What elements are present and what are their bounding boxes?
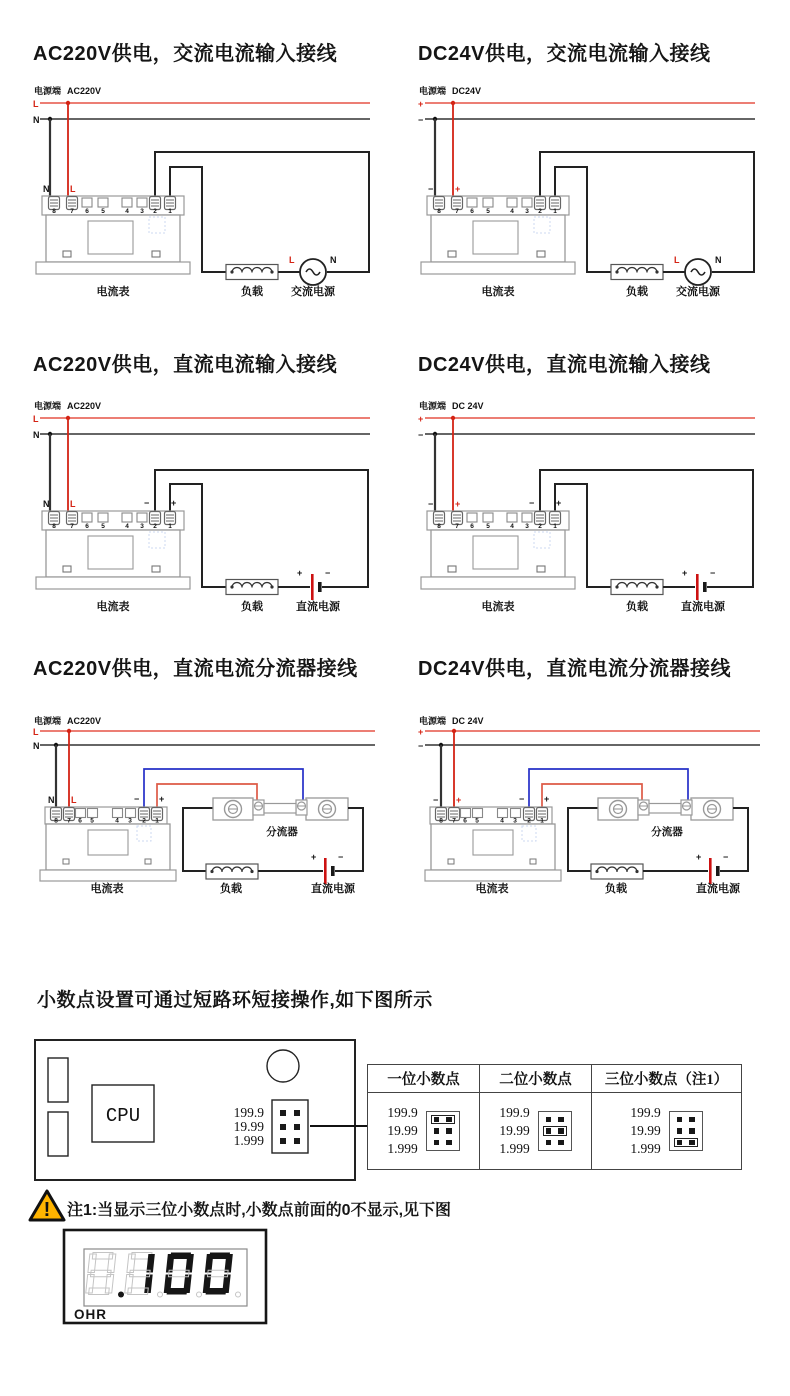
battery-icon bbox=[324, 858, 335, 884]
load-coil-icon bbox=[611, 580, 663, 595]
jumper-pin bbox=[546, 1128, 552, 1134]
diagram-dc24v-shunt bbox=[415, 715, 780, 905]
terminal-numbers: 8 7 6 5 4 3 2 1 bbox=[439, 817, 544, 825]
jumper-pin bbox=[558, 1128, 564, 1134]
jumper-pin bbox=[294, 1124, 300, 1130]
ac-source-live-label: L bbox=[289, 255, 295, 265]
line-plus-label: + bbox=[418, 414, 424, 424]
terminal8-label: − bbox=[428, 184, 434, 194]
terminal1-label: + bbox=[159, 794, 165, 804]
shunt-caption: 分流器 bbox=[266, 826, 298, 838]
seven-segment-display bbox=[60, 1227, 278, 1329]
shunt-sense-screw-icon bbox=[255, 802, 263, 810]
load-coil-icon bbox=[206, 864, 258, 879]
terminal7-label: L bbox=[71, 795, 77, 805]
power-terminal-label: 电源端 bbox=[419, 86, 447, 96]
signal-wire-outer bbox=[540, 470, 753, 587]
diagram-dc24v-dc-current bbox=[415, 398, 780, 626]
source-caption: 交流电源 bbox=[676, 286, 720, 298]
battery-minus-label: − bbox=[325, 568, 331, 578]
diagram-title-2: DC24V供电，交流电流输入接线 bbox=[418, 43, 711, 65]
range-value: 199.9 bbox=[387, 1105, 418, 1120]
column-header: 二位小数点 bbox=[480, 1065, 592, 1093]
jumper-pin bbox=[546, 1117, 552, 1123]
jumper-row-shorted bbox=[674, 1138, 698, 1148]
jumper-row bbox=[543, 1138, 567, 1148]
jumper-pin bbox=[280, 1124, 286, 1130]
line-live-label: L bbox=[33, 727, 39, 737]
load-caption: 负载 bbox=[605, 883, 627, 895]
terminal8-label: N bbox=[48, 795, 55, 805]
source-caption: 直流电源 bbox=[681, 601, 725, 613]
range-value: 1.999 bbox=[387, 1141, 418, 1156]
meter-caption: 电流表 bbox=[96, 286, 130, 298]
board-connector bbox=[48, 1058, 68, 1102]
terminal7-label: L bbox=[70, 184, 76, 194]
decimal-point-table bbox=[367, 1064, 742, 1170]
range-value: 199.9 bbox=[630, 1105, 661, 1120]
table-cell bbox=[368, 1093, 480, 1170]
terminal7-label: + bbox=[456, 795, 462, 805]
jumper-pin bbox=[434, 1117, 440, 1123]
warning-icon bbox=[26, 1187, 68, 1225]
terminal7-label: L bbox=[70, 499, 76, 509]
column-header: 三位小数点（注1） bbox=[592, 1065, 742, 1093]
terminal2-label: − bbox=[529, 498, 535, 508]
battery-icon bbox=[311, 574, 322, 600]
signal-wire-outer bbox=[155, 470, 368, 587]
terminal2-label: − bbox=[519, 794, 525, 804]
shunt-screw-icon bbox=[704, 801, 721, 818]
terminal-numbers: 8 7 6 5 4 3 2 1 bbox=[437, 523, 557, 530]
jumper-row-shorted bbox=[431, 1115, 455, 1125]
shunt-bar bbox=[264, 804, 296, 814]
jumper-pin bbox=[689, 1140, 695, 1146]
mounting-hole bbox=[267, 1050, 299, 1082]
diagram-title-5: AC220V供电，直流电流分流器接线 bbox=[33, 658, 358, 680]
shunt-bar bbox=[649, 804, 681, 814]
jumper-pin bbox=[689, 1117, 695, 1123]
table-cell bbox=[592, 1093, 742, 1170]
line-neutral-label: N bbox=[33, 115, 40, 125]
ammeter-icon bbox=[36, 511, 190, 589]
source-caption: 交流电源 bbox=[291, 286, 335, 298]
meter-caption: 电流表 bbox=[96, 601, 130, 613]
terminal-numbers: 8 7 6 5 4 3 2 1 bbox=[54, 817, 159, 825]
terminal8-label: − bbox=[428, 499, 434, 509]
jumper-pin bbox=[558, 1140, 564, 1146]
diagram-title-1: AC220V供电，交流电流输入接线 bbox=[33, 43, 338, 65]
battery-plus-label: + bbox=[696, 852, 702, 862]
terminal8-label: N bbox=[43, 184, 50, 194]
load-caption: 负载 bbox=[241, 286, 263, 298]
load-caption: 负载 bbox=[241, 601, 263, 613]
signal-wire-outer bbox=[540, 152, 754, 272]
range-value: 19.99 bbox=[233, 1119, 264, 1134]
jumper-pin bbox=[558, 1117, 564, 1123]
source-caption: 直流电源 bbox=[311, 883, 355, 895]
line-neutral-label: N bbox=[33, 741, 40, 751]
meter-caption: 电流表 bbox=[475, 883, 509, 895]
power-terminal-label: 电源端 bbox=[419, 716, 447, 726]
ac-source-neutral-label: N bbox=[715, 255, 722, 265]
terminal-numbers: 8 7 6 5 4 3 2 1 bbox=[437, 208, 557, 215]
terminal2-label: − bbox=[144, 498, 150, 508]
power-terminal-label: 电源端 bbox=[34, 401, 62, 411]
line-live-label: L bbox=[33, 99, 39, 109]
jumper-pin bbox=[677, 1140, 683, 1146]
terminal1-label: + bbox=[544, 794, 550, 804]
table-cell bbox=[480, 1093, 592, 1170]
shunt-screw-icon bbox=[319, 801, 336, 818]
terminal8-label: N bbox=[43, 499, 50, 509]
source-caption: 直流电源 bbox=[696, 883, 740, 895]
ac-source-neutral-label: N bbox=[330, 255, 337, 265]
jumper-row bbox=[674, 1126, 698, 1136]
line-minus-label: − bbox=[418, 115, 424, 125]
jumper-block bbox=[669, 1111, 703, 1152]
power-value-label: DC 24V bbox=[452, 716, 484, 726]
shunt-sense-screw-icon bbox=[298, 802, 306, 810]
jumper-pin bbox=[446, 1128, 452, 1134]
jumper-row bbox=[431, 1126, 455, 1136]
jumper-block bbox=[272, 1100, 308, 1153]
battery-minus-label: − bbox=[723, 852, 729, 862]
power-value-label: AC220V bbox=[67, 401, 102, 411]
power-value-label: AC220V bbox=[67, 716, 102, 726]
decimal-setting-intro: 小数点设置可通过短路环短接操作,如下图所示 bbox=[37, 990, 433, 1011]
load-caption: 负载 bbox=[626, 286, 648, 298]
jumper-pin bbox=[446, 1117, 452, 1123]
shunt-sense-screw-icon bbox=[640, 802, 648, 810]
battery-minus-label: − bbox=[710, 568, 716, 578]
source-caption: 直流电源 bbox=[296, 601, 340, 613]
ammeter-icon bbox=[421, 196, 575, 274]
jumper-row bbox=[431, 1138, 455, 1148]
ammeter-icon bbox=[421, 511, 575, 589]
board-outline bbox=[35, 1040, 355, 1180]
range-value: 199.9 bbox=[233, 1105, 264, 1120]
shunt-caption: 分流器 bbox=[651, 826, 683, 838]
meter-caption: 电流表 bbox=[481, 601, 515, 613]
diagram-ac220v-ac-current bbox=[30, 83, 395, 311]
signal-wire-outer bbox=[155, 152, 369, 272]
diagram-title-6: DC24V供电，直流电流分流器接线 bbox=[418, 658, 731, 680]
brand-label: OHR bbox=[74, 1307, 107, 1322]
terminal8-label: − bbox=[433, 795, 439, 805]
meter-caption: 电流表 bbox=[481, 286, 515, 298]
range-value: 1.999 bbox=[233, 1133, 264, 1148]
line-plus-label: + bbox=[418, 727, 424, 737]
line-plus-label: + bbox=[418, 99, 424, 109]
power-terminal-label: 电源端 bbox=[34, 716, 62, 726]
battery-minus-label: − bbox=[338, 852, 344, 862]
range-value: 1.999 bbox=[499, 1141, 530, 1156]
battery-icon bbox=[696, 574, 707, 600]
diagram-title-4: DC24V供电，直流电流输入接线 bbox=[418, 354, 711, 376]
range-value: 1.999 bbox=[630, 1141, 661, 1156]
range-value: 19.99 bbox=[499, 1123, 530, 1138]
diagram-dc24v-ac-current bbox=[415, 83, 780, 311]
jumper-pin bbox=[546, 1140, 552, 1146]
ac-source-live-label: L bbox=[674, 255, 680, 265]
jumper-block bbox=[538, 1111, 572, 1152]
power-value-label: AC220V bbox=[67, 86, 102, 96]
load-coil-icon bbox=[226, 580, 278, 595]
terminal7-label: + bbox=[455, 184, 461, 194]
terminal-numbers: 8 7 6 5 4 3 2 1 bbox=[52, 523, 172, 530]
load-coil-icon bbox=[226, 265, 278, 280]
terminal2-label: − bbox=[134, 794, 140, 804]
jumper-pin bbox=[446, 1140, 452, 1146]
column-header: 一位小数点 bbox=[368, 1065, 480, 1093]
jumper-block bbox=[426, 1111, 460, 1152]
shunt-sense-screw-icon bbox=[683, 802, 691, 810]
diagram-title-3: AC220V供电，直流电流输入接线 bbox=[33, 354, 338, 376]
load-caption: 负载 bbox=[220, 883, 242, 895]
load-coil-icon bbox=[611, 265, 663, 280]
note-text: 注1:当显示三位小数点时,小数点前面的0不显示,见下图 bbox=[67, 1202, 452, 1219]
line-live-label: L bbox=[33, 414, 39, 424]
load-coil-icon bbox=[591, 864, 643, 879]
board-connector bbox=[48, 1112, 68, 1156]
jumper-pin bbox=[689, 1128, 695, 1134]
line-minus-label: − bbox=[418, 430, 424, 440]
jumper-pin bbox=[434, 1140, 440, 1146]
ac-source-icon bbox=[300, 259, 326, 285]
battery-plus-label: + bbox=[682, 568, 688, 578]
jumper-row bbox=[674, 1115, 698, 1125]
jumper-row bbox=[543, 1115, 567, 1125]
jumper-pin bbox=[677, 1117, 683, 1123]
jumper-pin bbox=[294, 1110, 300, 1116]
jumper-pin bbox=[294, 1138, 300, 1144]
decimal-point-on bbox=[118, 1292, 124, 1298]
power-value-label: DC 24V bbox=[452, 401, 484, 411]
power-terminal-label: 电源端 bbox=[34, 86, 62, 96]
warning-mark: ! bbox=[43, 1199, 51, 1221]
terminal1-label: + bbox=[171, 498, 177, 508]
power-terminal-label: 电源端 bbox=[419, 401, 447, 411]
load-loop-wire bbox=[568, 808, 598, 871]
battery-plus-label: + bbox=[311, 852, 317, 862]
range-value: 19.99 bbox=[387, 1123, 418, 1138]
jumper-row-shorted bbox=[543, 1126, 567, 1136]
shunt-screw-icon bbox=[225, 801, 242, 818]
meter-caption: 电流表 bbox=[90, 883, 124, 895]
jumper-pin bbox=[434, 1128, 440, 1134]
diagram-ac220v-shunt bbox=[30, 715, 395, 905]
terminal7-label: + bbox=[455, 499, 461, 509]
line-minus-label: − bbox=[418, 741, 424, 751]
cpu-label: CPU bbox=[105, 1105, 141, 1127]
ammeter-icon bbox=[36, 196, 190, 274]
jumper-pin bbox=[280, 1110, 286, 1116]
battery-plus-label: + bbox=[297, 568, 303, 578]
load-caption: 负载 bbox=[626, 601, 648, 613]
line-neutral-label: N bbox=[33, 430, 40, 440]
range-value: 199.9 bbox=[499, 1105, 530, 1120]
range-value: 19.99 bbox=[630, 1123, 661, 1138]
terminal1-label: + bbox=[556, 498, 562, 508]
jumper-pin bbox=[677, 1128, 683, 1134]
jumper-pin bbox=[280, 1138, 286, 1144]
terminal-numbers: 8 7 6 5 4 3 2 1 bbox=[52, 208, 172, 215]
cpu-board-figure bbox=[30, 1038, 390, 1184]
battery-icon bbox=[709, 858, 720, 884]
power-value-label: DC24V bbox=[452, 86, 482, 96]
load-loop-wire bbox=[183, 808, 213, 871]
ac-source-icon bbox=[685, 259, 711, 285]
diagram-ac220v-dc-current bbox=[30, 398, 395, 626]
shunt-screw-icon bbox=[610, 801, 627, 818]
